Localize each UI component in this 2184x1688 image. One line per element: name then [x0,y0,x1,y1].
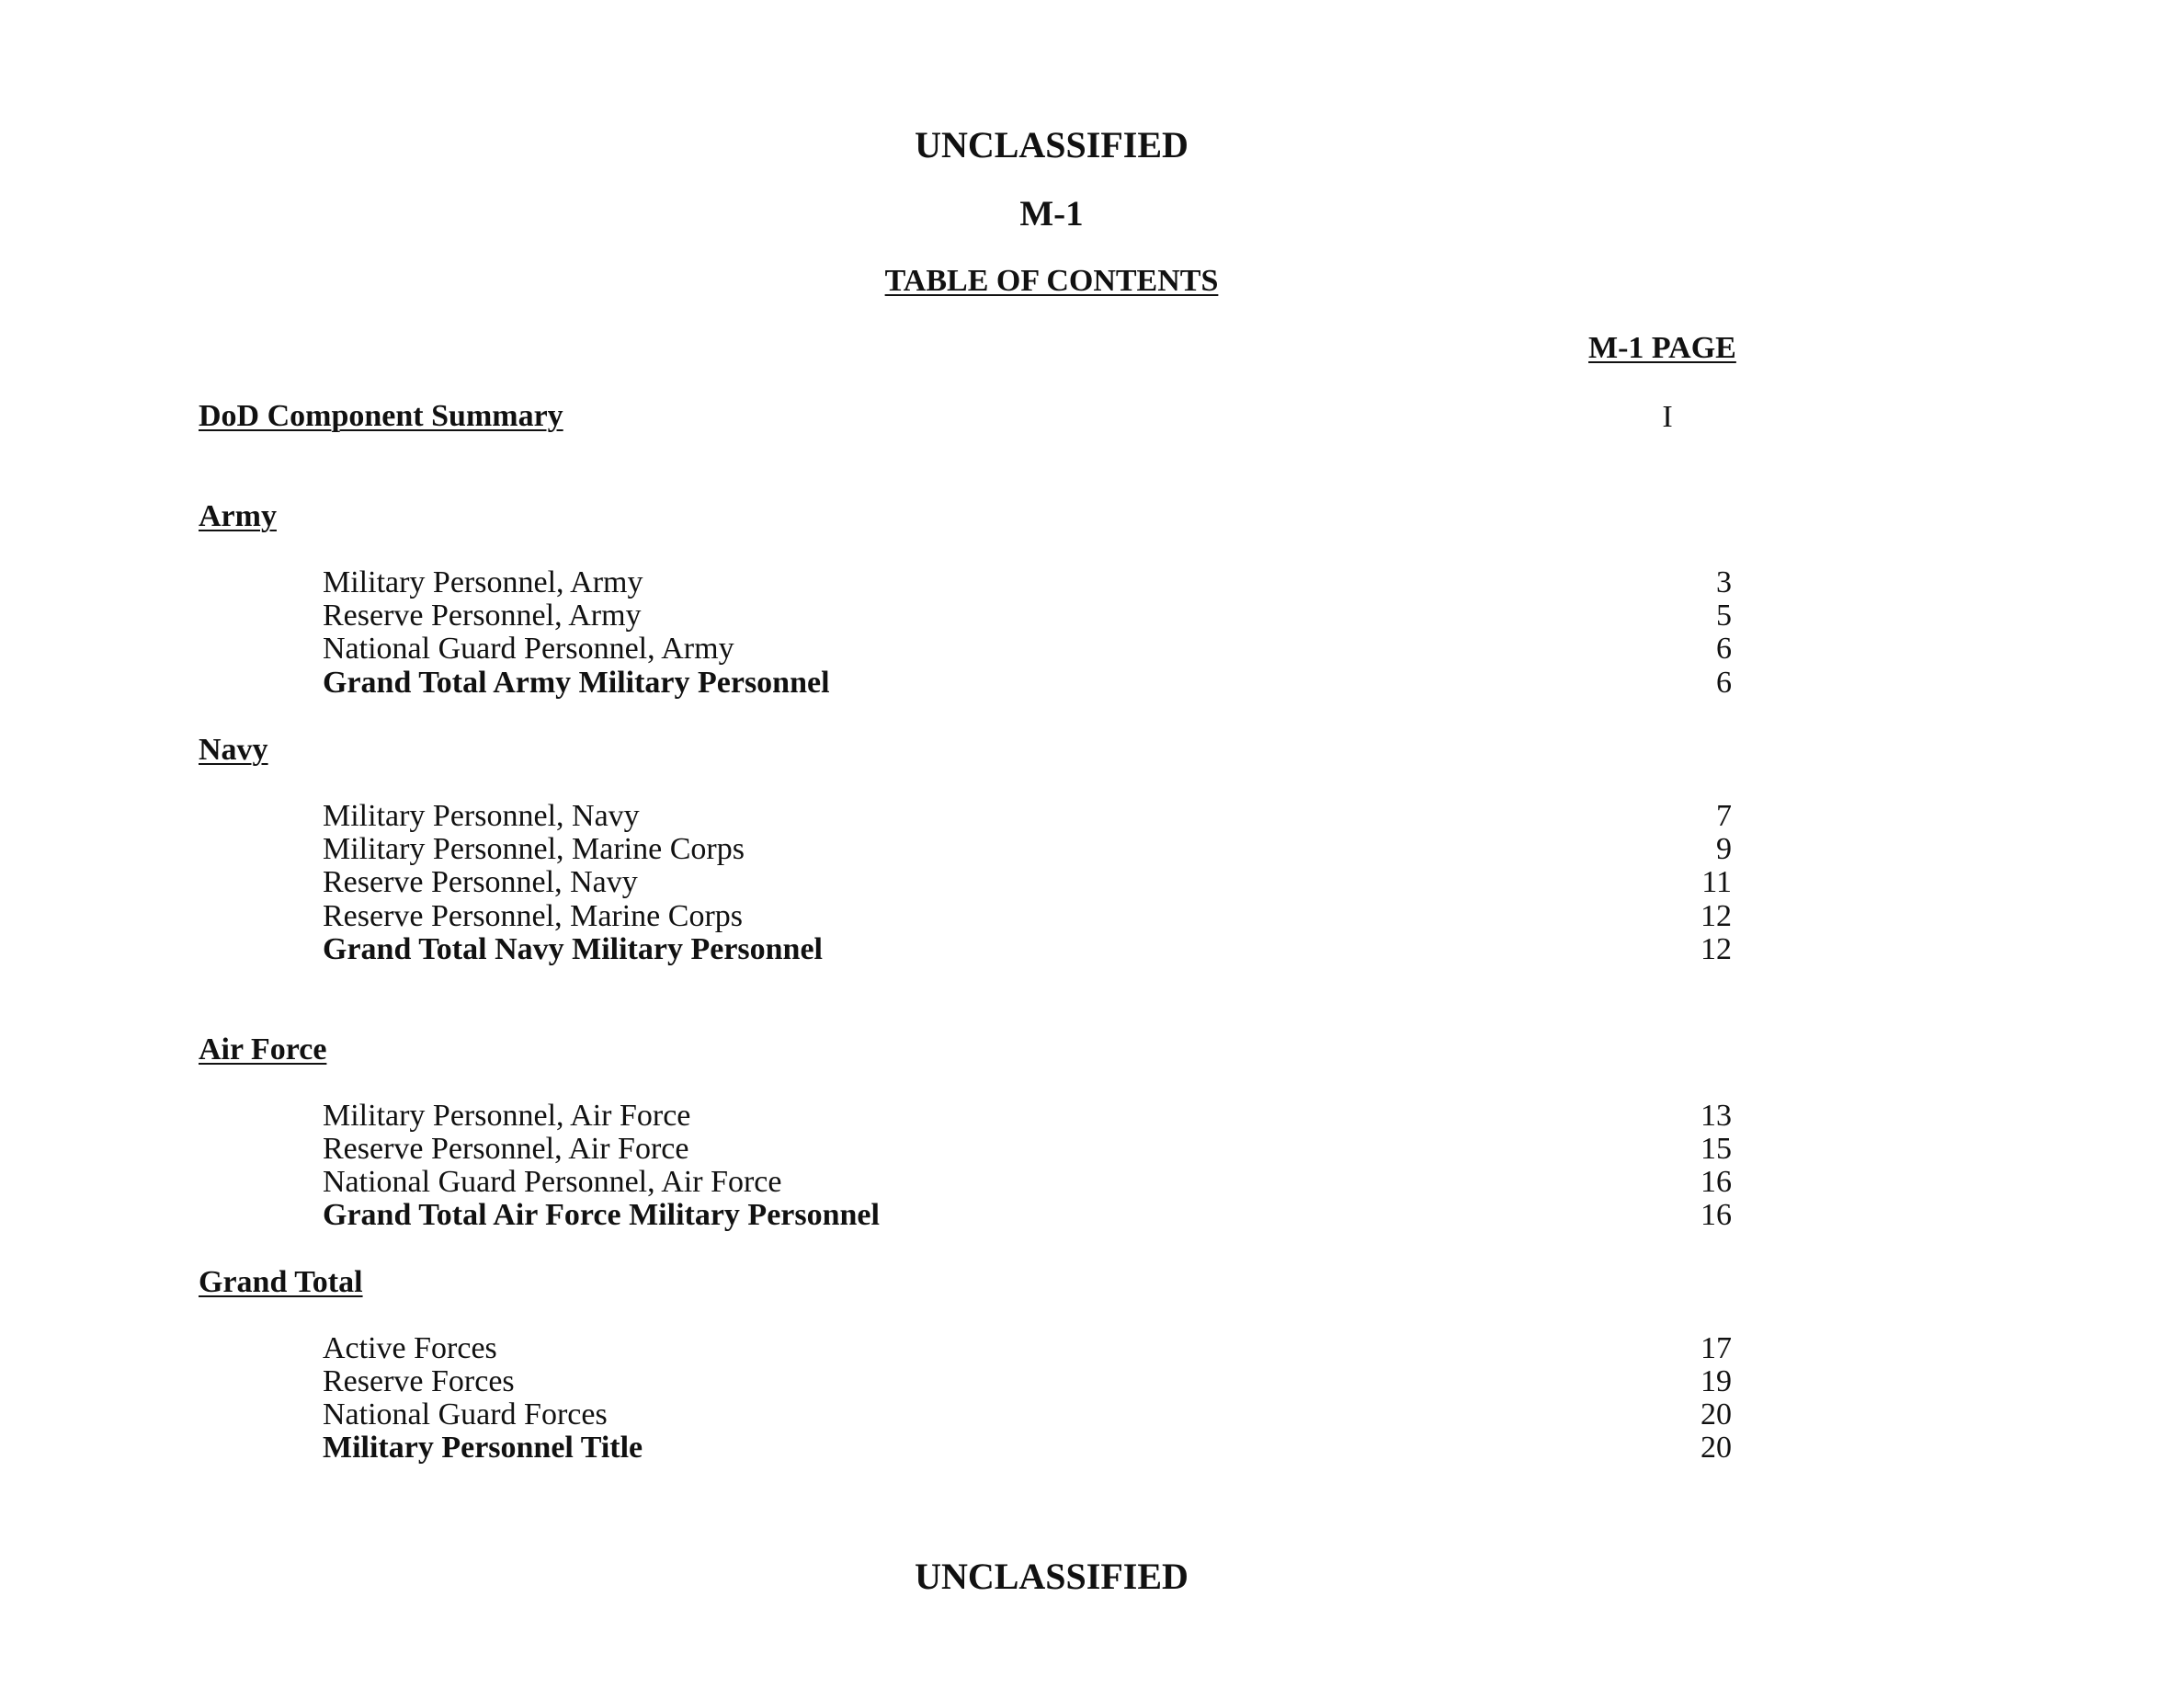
page-number: 11 [1701,865,1732,899]
toc-entry: Military Personnel, Navy [323,799,640,833]
page-number: 5 [1716,599,1732,633]
page-number: 20 [1701,1431,1732,1465]
section-heading-army: Army [199,499,277,533]
section-heading-navy: Navy [199,733,268,767]
page-number: 13 [1701,1099,1732,1133]
page-number: 6 [1716,632,1732,666]
page-number: 16 [1701,1165,1732,1199]
toc-entry-total: Grand Total Army Military Personnel [323,666,830,700]
page-column-heading: M-1 PAGE [1588,331,1736,365]
toc-entry: National Guard Forces [323,1397,608,1431]
toc-entry: Reserve Personnel, Air Force [323,1132,689,1166]
toc-title: TABLE OF CONTENTS [884,264,1219,298]
toc-entry: Reserve Personnel, Marine Corps [323,899,744,933]
page-number: 15 [1701,1132,1732,1166]
page-number: 20 [1701,1397,1732,1431]
document-title: M-1 [1019,194,1084,234]
toc-entry: Military Personnel, Marine Corps [323,832,745,866]
toc-entry: National Guard Personnel, Air Force [323,1165,782,1199]
page-number: I [1662,400,1673,434]
page-number: 16 [1701,1198,1732,1232]
toc-entry: Reserve Forces [323,1364,515,1398]
page-number: 7 [1716,799,1732,833]
page-number: 19 [1701,1364,1732,1398]
page-number: 12 [1701,932,1732,966]
section-heading-grand-total: Grand Total [199,1265,363,1299]
classification-footer: UNCLASSIFIED [915,1556,1189,1597]
toc-entry-total: Grand Total Air Force Military Personnel [323,1198,880,1232]
page-number: 6 [1716,666,1732,700]
section-heading-air-force: Air Force [199,1032,327,1066]
page-number: 9 [1716,832,1732,866]
toc-entry-total: Grand Total Navy Military Personnel [323,932,823,966]
page-number: 17 [1701,1331,1732,1365]
section-heading-dod-summary: DoD Component Summary [199,399,563,433]
page-number: 12 [1701,899,1732,933]
toc-entry-total: Military Personnel Title [323,1431,643,1465]
toc-entry: Reserve Personnel, Navy [323,865,638,899]
page-number: 3 [1716,565,1732,599]
toc-entry: Reserve Personnel, Army [323,599,642,633]
toc-entry: National Guard Personnel, Army [323,632,734,666]
toc-entry: Active Forces [323,1331,497,1365]
classification-header: UNCLASSIFIED [915,124,1189,165]
toc-entry: Military Personnel, Army [323,565,643,599]
toc-entry: Military Personnel, Air Force [323,1099,691,1133]
